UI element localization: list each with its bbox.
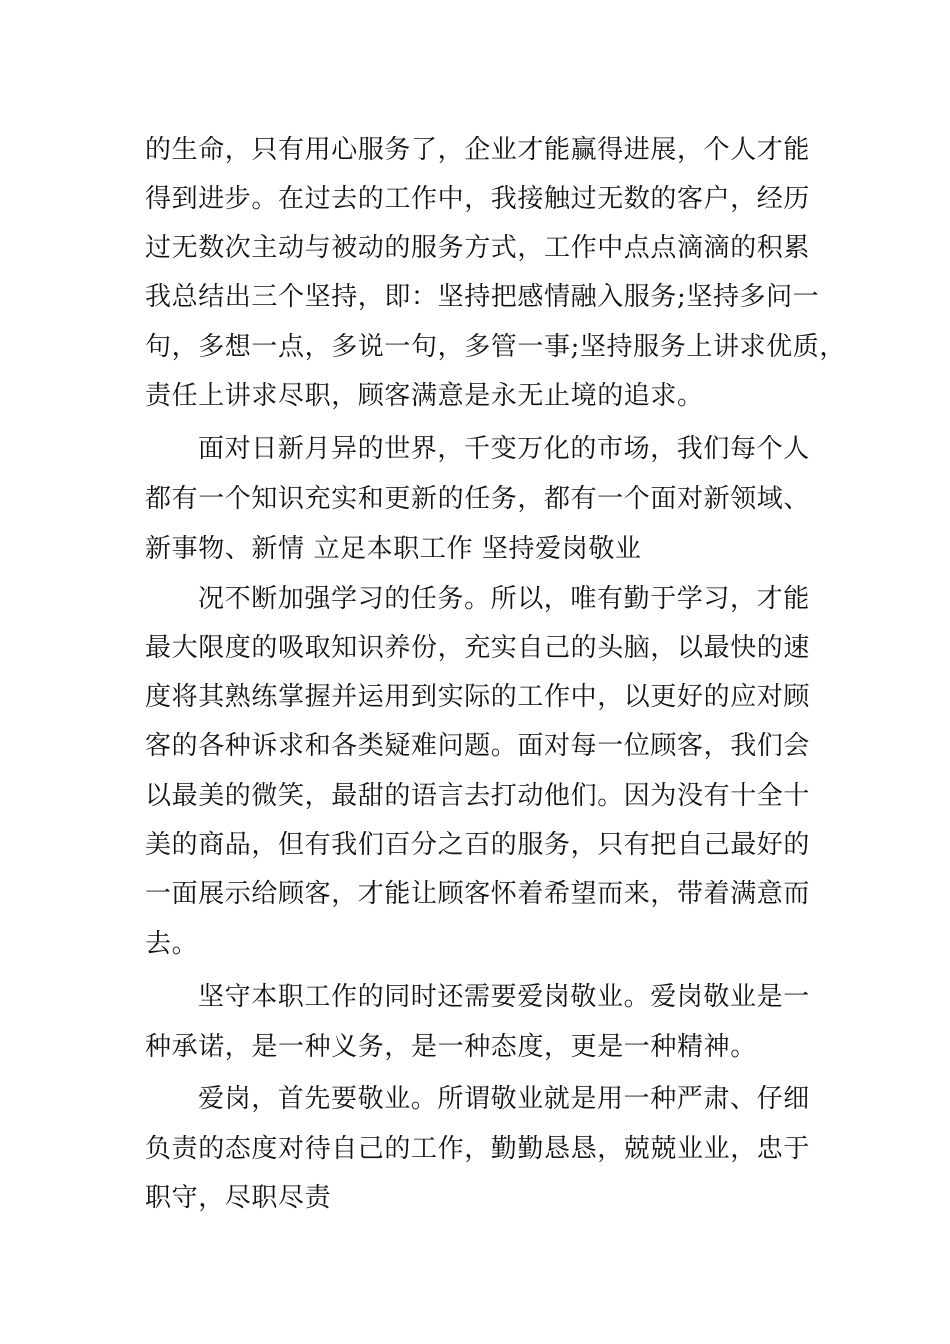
text-line: 都有一个知识充实和更新的任务，都有一个面对新领域、 [145, 484, 811, 514]
paragraph-first-line: 坚守本职工作的同时还需要爱岗敬业。爱岗敬业是一 [198, 982, 810, 1012]
text-line: 客的各种诉求和各类疑难问题。面对每一位顾客，我们会 [145, 731, 811, 761]
text-line: 责任上讲求尽职，顾客满意是永无止境的追求。 [145, 381, 704, 411]
paragraph-first-line: 爱岗，首先要敬业。所谓敬业就是用一种严肃、仔细 [198, 1084, 810, 1114]
text-line: 以最美的微笑，最甜的语言去打动他们。因为没有十全十 [145, 781, 811, 811]
text-line: 的生命，只有用心服务了，企业才能赢得进展，个人才能 [145, 135, 811, 165]
paragraph-first-line: 况不断加强学习的任务。所以，唯有勤于学习，才能 [198, 584, 810, 614]
text-line: 负责的态度对待自己的工作，勤勤恳恳，兢兢业业，忠于 [145, 1134, 811, 1164]
text-line: 去。 [145, 929, 199, 959]
text-line: 度将其熟练掌握并运用到实际的工作中，以更好的应对顾 [145, 682, 811, 712]
text-line: 得到进步。在过去的工作中，我接触过无数的客户，经历 [145, 184, 811, 214]
text-line: 最大限度的吸取知识养份，充实自己的头脑，以最快的速 [145, 633, 811, 663]
text-line: 新事物、新情 立足本职工作 坚持爱岗敬业 [145, 534, 642, 564]
text-line: 职守，尽职尽责 [145, 1183, 332, 1213]
text-line: 过无数次主动与被动的服务方式，工作中点点滴滴的积累 [145, 233, 811, 263]
paragraph-first-line: 面对日新月异的世界，千变万化的市场，我们每个人 [198, 434, 810, 464]
text-line: 美的商品，但有我们百分之百的服务，只有把自己最好的 [145, 830, 811, 860]
text-line: 一面展示给顾客，才能让顾客怀着希望而来，带着满意而 [145, 879, 811, 909]
text-line: 句，多想一点，多说一句，多管一事;坚持服务上讲求优质， [145, 332, 846, 362]
text-line: 种承诺，是一种义务，是一种态度，更是一种精神。 [145, 1032, 757, 1062]
text-line: 我总结出三个坚持，即：坚持把感情融入服务;坚持多问一 [145, 282, 820, 312]
